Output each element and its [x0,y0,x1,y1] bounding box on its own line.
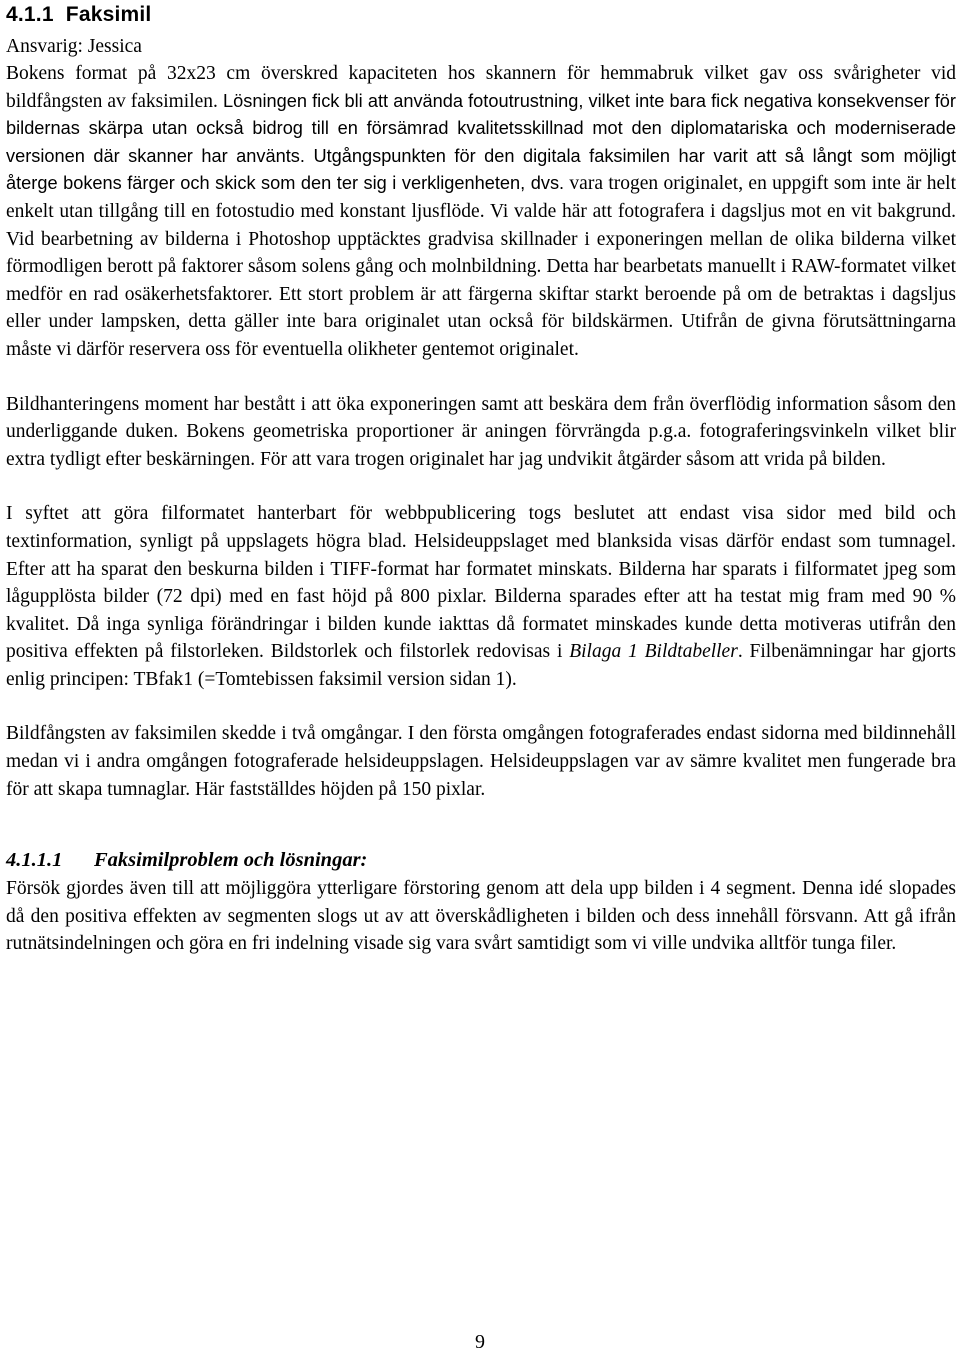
paragraph-2: Bildhanteringens moment har bestått i att öka exponeringen samt att beskära dem från överflödig information såsom den underliggande duken. Bokens geometriska proportioner är aningen förvrängda p.g.a. fotograferingsvinkeln vilket blir extra tydligt efter beskärningen. För att vara trogen originalet har jag undvikit åtgärder såsom att vrida på bilden. [6,393,956,470]
paragraph-1-sentence-3: Utgångspunkten för den digitala faksimilen har varit att så långt som möjligt återge bokens färger och skick som den ter sig i verkligenheten, dvs. [6,145,957,194]
paragraph-3-italic-reference: Bilaga 1 Bildtabeller [569,641,738,663]
subsection-number: 4.1.1.1 [6,849,63,872]
page-number: 9 [475,1331,485,1353]
responsible-line: Ansvarig: Jessica [6,36,142,57]
document-page [6,0,956,958]
paragraph-5: Försök gjordes även till att möjliggöra ytterligare förstoring genom att dela upp bilden i 4 segment. Denna idé slopades då den positiva effekten av segmenten slogs ut av att överskådligheten i bilden och dess innehåll försvann. Att gå ifrån rutnätsindelningen och göra en fri indelning visade sig vara svårt samtidigt som vi ville undvika alltför tunga filer. [6,878,956,955]
paragraph-4: Bildfångsten av faksimilen skedde i två omgångar. I den första omgången fotograferades endast sidorna med bildinnehåll medan vi i andra omgången fotograferade helsideuppslagen. Helsideuppslagen var av sämre kvalitet men fungerade bra för att skapa tumnaglar. Här fastställdes höjden på 150 pixlar. [6,723,956,800]
paragraph-3-text-end: . Filbenämningar har gjorts enlig principen: TBfak1 (=Tomtebissen faksimil version sidan 1). [6,641,957,690]
paragraph-3-text: I syftet att göra filformatet hanterbart för webbpublicering togs beslutet att endast visa sidor med bild och textinformation, synligt på uppslagets högra blad. Helsideuppslaget med blanksida visas därför endast som tumnagel. Efter att ha sparat den beskurna bilden i TIFF-format har formatet minskats. Bilderna har sparats i filformatet jpeg som lågupplösta bilder (72 dpi) med en fast höjd på 800 pixlar. Bilderna sparades efter att ha testat mig fram med 90 % kvalitet. Då inga synliga förändringar i bilden kunde iakttas då formatet minskades kunde detta motiveras utifrån den positiva effekten på filstorleken. Bildstorlek och filstorlek redovisas i [6,503,956,663]
subsection-title: Faksimilproblem och lösningar: [94,849,368,872]
section-title: Faksimil [65,3,152,26]
paragraph-3 [6,500,956,693]
paragraph-1-sentence-2: Lösningen fick bli att använda fotoutrustning, vilket inte bara fick negativa konsekvenser för bildernas skärpa utan också bidrog till en försämrad kvalitetsskillnad mot den diplomatariska och moderniserade versionen där skanner har använts. [6,90,956,166]
section-number: 4.1.1 [6,3,54,26]
paragraph-1-sentence-6: Detta har bearbetats manuellt i RAW-formatet vilket medför en rad osäkerhetsfaktorer. Ett stort problem är att färgerna skiftar starkt beroende på om de betraktas i dagsljus eller under lampsken, detta gäller inte bara originalet utan också för bildskärmen. Utifrån de givna förutsättningarna måste vi därför reservera oss för eventuella olikheter gentemot originalet. [6,256,956,360]
paragraph-1-sentence-1: Bokens format på 32x23 cm överskred kapaciteten hos skannern för hemmabruk vilket gav oss svårigheter vid bildfångsten av faksimilen. [6,63,956,112]
paragraph-1 [6,60,956,364]
subsection-heading [6,845,956,875]
section-heading [6,0,956,28]
paragraph-1-sentence-5: Vid bearbetning av bilderna i Photoshop upptäcktes gradvisa skillnader i exponeringen mellan de olika bilderna vilket förmodligen berott på faktorer såsom solens gång och molnbildning. [6,228,956,278]
paragraph-1-sentence-4: vara trogen originalet, en uppgift som inte är helt enkelt utan tillgång till en fotostudio med konstant ljusflöde. Vi valde här att fotografera i dagsljus mot en vit bakgrund. [6,173,956,222]
